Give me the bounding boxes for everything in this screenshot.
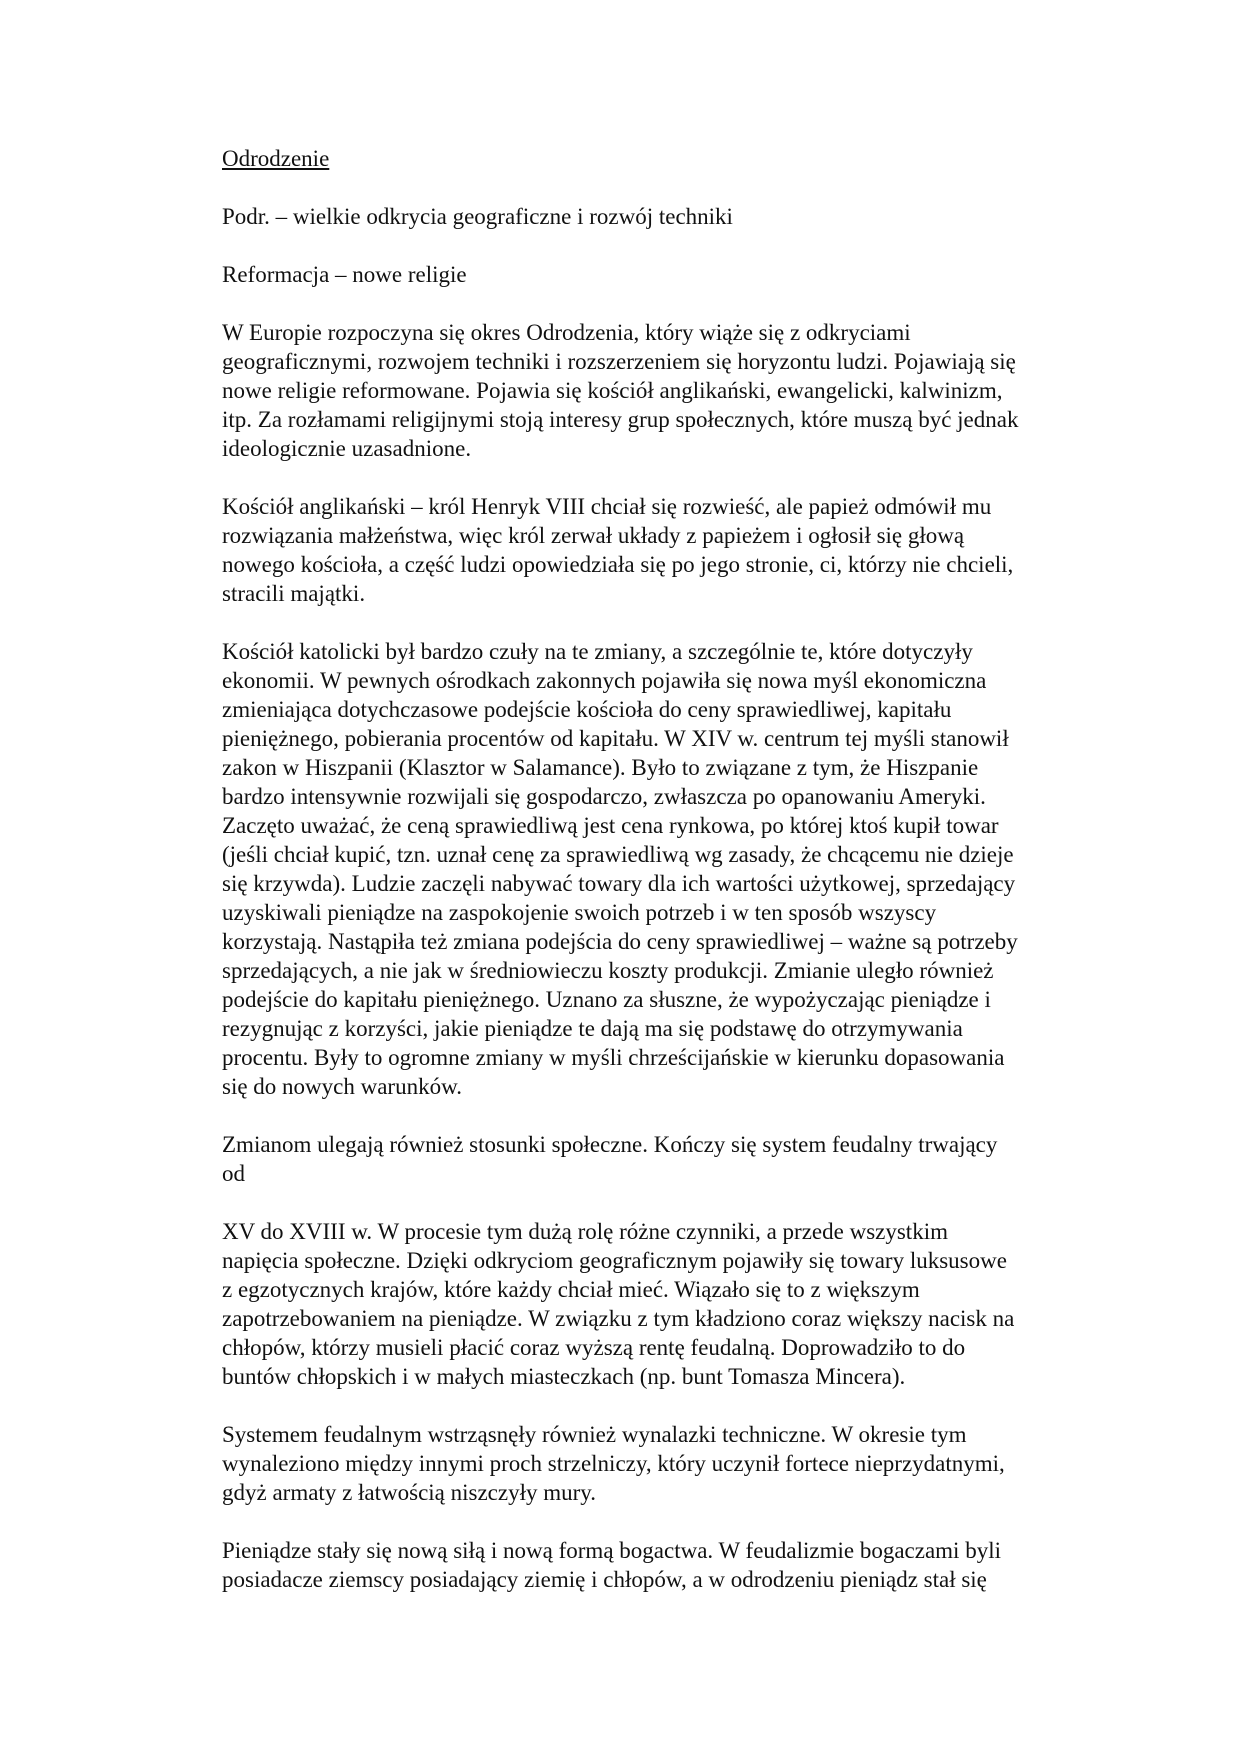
paragraph-line: Systemem feudalnym wstrząsnęły również wynalazki techniczne. W okresie tym xyxy=(222,1422,967,1447)
document-body xyxy=(222,144,1092,1623)
subheading: Podr. – wielkie odkrycia geograficzne i rozwój techniki xyxy=(222,204,733,229)
paragraph-line: z egzotycznych krajów, które każdy chciał mieć. Wiązało się to z większym xyxy=(222,1277,920,1302)
paragraph-line: Kościół anglikański – król Henryk VIII chciał się rozwieść, ale papież odmówił mu xyxy=(222,494,992,519)
paragraph-line: od xyxy=(222,1161,245,1186)
paragraph-line: rozwiązania małżeństwa, więc król zerwał układy z papieżem i ogłosił się głową xyxy=(222,523,965,548)
paragraph-line: ekonomii. W pewnych ośrodkach zakonnych pojawiła się nowa myśl ekonomiczna xyxy=(222,668,987,693)
paragraph-line: nowego kościoła, a część ludzi opowiedziała się po jego stronie, ci, którzy nie chcieli, xyxy=(222,552,1014,577)
paragraph-line: korzystają. Nastąpiła też zmiana podejścia do ceny sprawiedliwej – ważne są potrzeby xyxy=(222,929,1018,954)
paragraph-line: pieniężnego, pobierania procentów od kapitału. W XIV w. centrum tej myśli stanowił xyxy=(222,726,1009,751)
paragraph-line: podejście do kapitału pieniężnego. Uznano za słuszne, że wypożyczając pieniądze i xyxy=(222,987,991,1012)
paragraph-line: buntów chłopskich i w małych miasteczkach (np. bunt Tomasza Mincera). xyxy=(222,1364,906,1389)
paragraph-line: napięcia społeczne. Dzięki odkryciom geograficznym pojawiły się towary luksusowe xyxy=(222,1248,1007,1273)
subheading: Reformacja – nowe religie xyxy=(222,262,467,287)
paragraph-line: ideologicznie uzasadnione. xyxy=(222,436,472,461)
paragraph-line: nowe religie reformowane. Pojawia się kościół anglikański, ewangelicki, kalwinizm, xyxy=(222,378,1003,403)
paragraph-line: Kościół katolicki był bardzo czuły na te zmiany, a szczególnie te, które dotyczyły xyxy=(222,639,973,664)
paragraph-line: się do nowych warunków. xyxy=(222,1074,462,1099)
paragraph-line: chłopów, którzy musieli płacić coraz wyższą rentę feudalną. Doprowadziło to do xyxy=(222,1335,966,1360)
paragraph-line: zakon w Hiszpanii (Klasztor w Salamance). Było to związane z tym, że Hiszpanie xyxy=(222,755,979,780)
paragraph-line: Pieniądze stały się nową siłą i nową formą bogactwa. W feudalizmie bogaczami byli xyxy=(222,1538,1001,1563)
paragraph-line: zmieniająca dotychczasowe podejście kościoła do ceny sprawiedliwej, kapitału xyxy=(222,697,952,722)
document-title: Odrodzenie xyxy=(222,146,330,171)
paragraph xyxy=(222,1130,1092,1188)
paragraph-line: stracili majątki. xyxy=(222,581,366,606)
paragraph-line: Zaczęto uważać, że ceną sprawiedliwą jest cena rynkowa, po której ktoś kupił towar xyxy=(222,813,999,838)
paragraph-line: XV do XVIII w. W procesie tym dużą rolę różne czynniki, a przede wszystkim xyxy=(222,1219,948,1244)
paragraph-line: procentu. Były to ogromne zmiany w myśli chrześcijańskie w kierunku dopasowania xyxy=(222,1045,1005,1070)
paragraph-line: W Europie rozpoczyna się okres Odrodzenia, który wiąże się z odkryciami xyxy=(222,320,911,345)
paragraph-line: rezygnując z korzyści, jakie pieniądze te dają ma się podstawę do otrzymywania xyxy=(222,1016,963,1041)
paragraph-line: uzyskiwali pieniądze na zaspokojenie swoich potrzeb i w ten sposób wszyscy xyxy=(222,900,937,925)
paragraph-line: itp. Za rozłamami religijnymi stoją interesy grup społecznych, które muszą być jednak xyxy=(222,407,1019,432)
paragraph-line: geograficznymi, rozwojem techniki i rozszerzeniem się horyzontu ludzi. Pojawiają się xyxy=(222,349,1016,374)
paragraph-line: sprzedających, a nie jak w średniowieczu koszty produkcji. Zmianie uległo również xyxy=(222,958,994,983)
paragraph-line: zapotrzebowaniem na pieniądze. W związku z tym kładziono coraz większy nacisk na xyxy=(222,1306,1015,1331)
paragraph xyxy=(222,1536,1092,1594)
paragraph xyxy=(222,1217,1092,1391)
paragraph-line: bardzo intensywnie rozwijali się gospodarczo, zwłaszcza po opanowaniu Ameryki. xyxy=(222,784,986,809)
paragraph-line: gdyż armaty z łatwością niszczyły mury. xyxy=(222,1480,597,1505)
paragraph xyxy=(222,637,1092,1101)
paragraph-line: wynaleziono między innymi proch strzelniczy, który uczynił fortece nieprzydatnymi, xyxy=(222,1451,1005,1476)
paragraph-line: (jeśli chciał kupić, tzn. uznał cenę za sprawiedliwą wg zasady, że chcącemu nie dzieje xyxy=(222,842,1014,867)
paragraph xyxy=(222,492,1092,608)
paragraph xyxy=(222,318,1092,463)
paragraph xyxy=(222,1420,1092,1507)
paragraph-line: posiadacze ziemscy posiadający ziemię i chłopów, a w odrodzeniu pieniądz stał się xyxy=(222,1567,987,1592)
paragraph-line: Zmianom ulegają również stosunki społeczne. Kończy się system feudalny trwający xyxy=(222,1132,998,1157)
paragraph-line: się krzywda). Ludzie zaczęli nabywać towary dla ich wartości użytkowej, sprzedający xyxy=(222,871,1016,896)
